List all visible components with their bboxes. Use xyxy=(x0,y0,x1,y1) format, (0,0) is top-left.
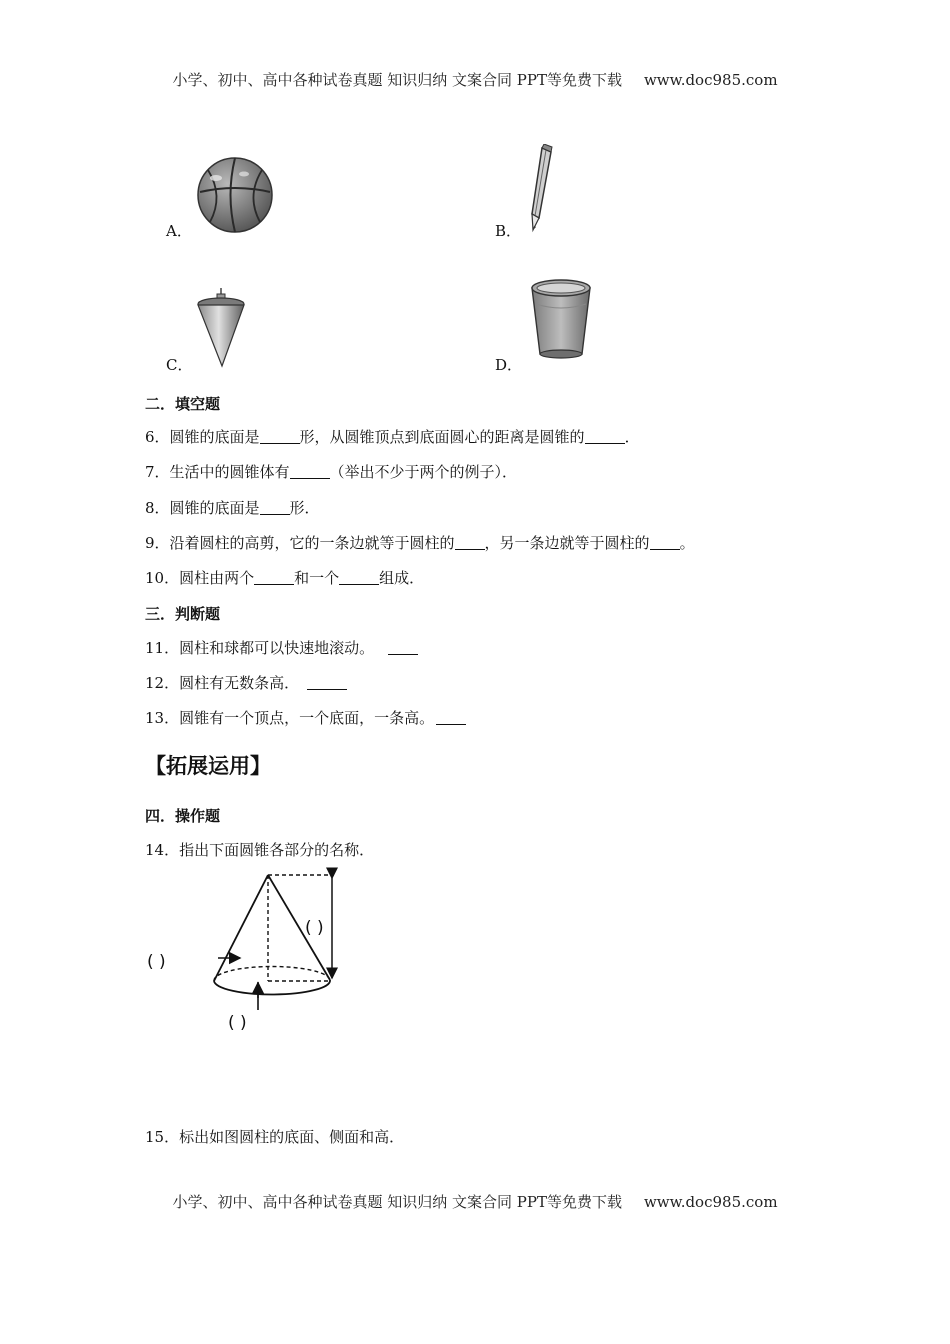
option-b-label: B． xyxy=(495,222,522,240)
footer-url: www.doc985.com xyxy=(643,1193,778,1211)
pencil-image xyxy=(520,144,560,236)
q6-text-2: 形，从圆锥顶点到底面圆心的距离是圆锥的 xyxy=(299,428,585,446)
q10-text-3: 组成． xyxy=(379,569,425,587)
cup-image xyxy=(528,276,594,360)
question-15: 15．标出如图圆柱的底面、侧面和高． xyxy=(145,1128,405,1146)
option-d-label: D． xyxy=(495,356,523,374)
q7-text-2: （举出不少于两个的例子）． xyxy=(329,463,518,481)
cone-label-bottom: ( ) xyxy=(228,1013,247,1033)
q8-blank[interactable] xyxy=(260,500,290,515)
q6-blank-2[interactable] xyxy=(585,429,625,444)
q12-blank[interactable] xyxy=(307,675,347,690)
plumb-bob-image xyxy=(194,288,248,368)
footer-text: 小学、初中、高中各种试卷真题 知识归纳 文案合同 PPT等免费下载 xyxy=(172,1193,622,1211)
q10-blank-1[interactable] xyxy=(254,570,294,585)
question-9 xyxy=(145,532,695,553)
q6-text-1: 6．圆锥的底面是 xyxy=(145,428,260,446)
section-fill-blank-title: 二．填空题 xyxy=(145,395,221,413)
q11-text: 11．圆柱和球都可以快速地滚动。 xyxy=(145,639,375,657)
question-12 xyxy=(145,672,347,693)
question-11 xyxy=(145,637,418,658)
q12-text: 12．圆柱有无数条高． xyxy=(145,674,300,692)
q6-blank-1[interactable] xyxy=(260,429,300,444)
q13-blank[interactable] xyxy=(436,710,466,725)
q10-text-1: 10．圆柱由两个 xyxy=(145,569,255,587)
option-a-label: A． xyxy=(166,222,192,240)
option-c-label: C． xyxy=(166,356,193,374)
header-text: 小学、初中、高中各种试卷真题 知识归纳 文案合同 PPT等免费下载 xyxy=(172,71,622,89)
q9-text-1: 9．沿着圆柱的高剪，它的一条边就等于圆柱的 xyxy=(145,534,455,552)
page-footer xyxy=(0,1191,950,1212)
arrow-up-stem xyxy=(252,982,264,1010)
cone-diagram xyxy=(200,866,360,998)
section-operation-title: 四．操作题 xyxy=(145,807,221,825)
q13-text: 13．圆锥有一个顶点，一个底面，一条高。 xyxy=(145,709,435,727)
q9-blank-1[interactable] xyxy=(455,535,485,550)
q11-blank[interactable] xyxy=(388,640,418,655)
extension-title: 【拓展运用】 xyxy=(145,754,271,778)
cone-label-left: ( ) xyxy=(147,952,166,972)
question-13 xyxy=(145,707,466,728)
question-7 xyxy=(145,461,517,482)
q9-blank-2[interactable] xyxy=(650,535,680,550)
q10-blank-2[interactable] xyxy=(339,570,379,585)
question-6 xyxy=(145,426,640,447)
q10-text-2: 和一个 xyxy=(294,569,340,587)
q8-text-2: 形． xyxy=(289,499,320,517)
q9-text-3: 。 xyxy=(679,534,695,552)
q9-text-2: ，另一条边就等于圆柱的 xyxy=(484,534,650,552)
page-header xyxy=(0,69,950,90)
question-8 xyxy=(145,497,320,518)
question-14: 14．指出下面圆锥各部分的名称． xyxy=(145,841,375,859)
header-url: www.doc985.com xyxy=(643,71,778,89)
q7-blank[interactable] xyxy=(290,464,330,479)
cone-label-right: ( ) xyxy=(305,918,324,938)
basketball-image xyxy=(196,156,274,234)
q8-text-1: 8．圆锥的底面是 xyxy=(145,499,260,517)
section-true-false-title: 三．判断题 xyxy=(145,605,221,623)
q7-text-1: 7．生活中的圆锥体有 xyxy=(145,463,290,481)
question-10 xyxy=(145,567,424,588)
q6-text-3: ． xyxy=(624,428,640,446)
